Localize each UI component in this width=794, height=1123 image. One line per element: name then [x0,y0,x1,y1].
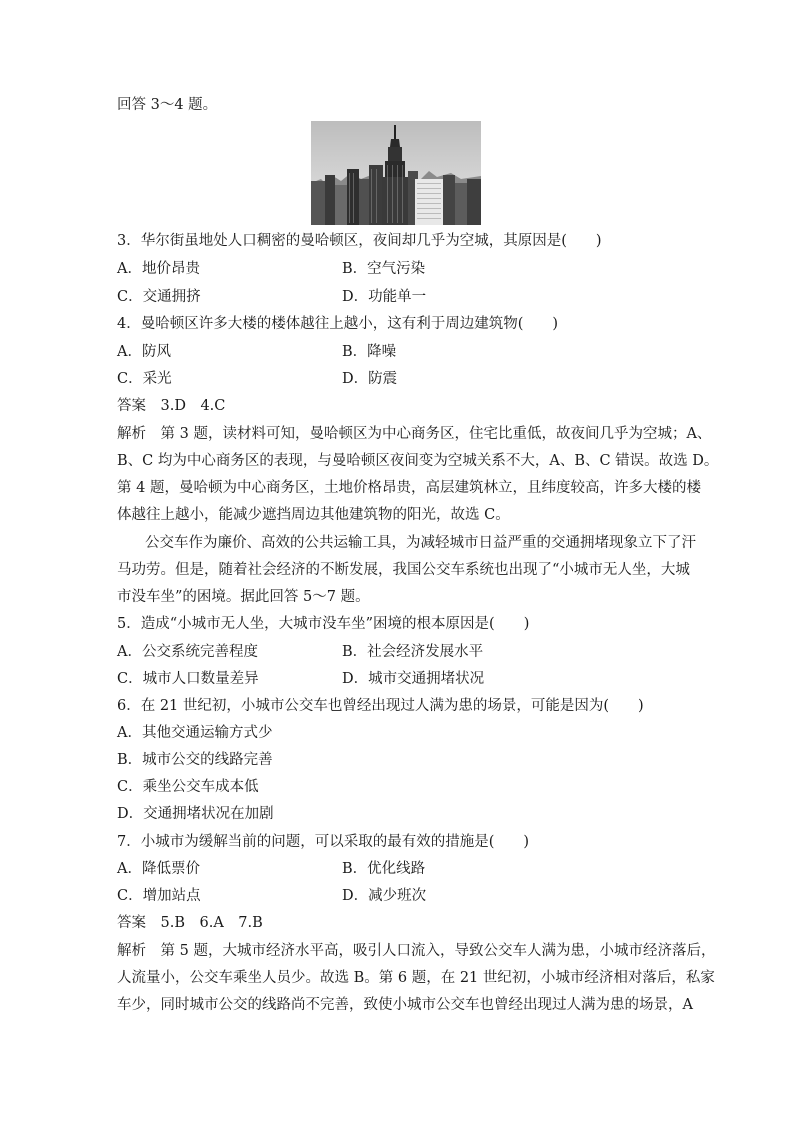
passage-line: 公交车作为廉价、高效的公共运输工具，为减轻城市日益严重的交通拥堵现象立下了汗 [145,535,696,551]
q6-option-c: C．乘坐公交车成本低 [117,779,259,795]
q7-stem: 7．小城市为缓解当前的问题，可以采取的最有效的措施是( ) [117,834,530,850]
q3-option-b: B．空气污染 [342,261,426,277]
q4-option-d: D．防震 [342,371,398,387]
q5-option-a: A．公交系统完善程度 [117,644,258,660]
q3-stem: 3．华尔街虽地处人口稠密的曼哈顿区，夜间却几乎为空城，其原因是( ) [117,233,602,249]
answer-5-7: 答案 5.B 6.A 7.B [117,915,263,931]
explanation-3-4-line: 解析 第 3 题，读材料可知，曼哈顿区为中心商务区，住宅比重低，故夜间几乎为空城；A、 [117,426,712,442]
intro-text: 回答 3～4 题。 [117,97,218,113]
explanation-3-4-line: 体越往上越小，能减少遮挡周边其他建筑物的阳光，故选 C。 [117,507,510,523]
skyline-image [311,121,481,225]
q3-option-c: C．交通拥挤 [117,289,201,305]
q5-option-b: B．社会经济发展水平 [342,644,484,660]
explanation-5-7-line: 解析 第 5 题，大城市经济水平高，吸引人口流入，导致公交车人满为患，小城市经济落后， [117,943,716,959]
q4-option-b: B．降噪 [342,344,397,360]
q7-option-b: B．优化线路 [342,861,426,877]
explanation-3-4-line: B、C 均为中心商务区的表现，与曼哈顿区夜间变为空城关系不大，A、B、C 错误。故选 D。 [117,453,719,469]
q3-option-d: D．功能单一 [342,289,427,305]
q7-option-a: A．降低票价 [117,861,200,877]
q6-option-b: B．城市公交的线路完善 [117,752,273,768]
explanation-5-7-line: 人流量小，公交车乘坐人员少。故选 B。第 6 题，在 21 世纪初，小城市经济相对落后，私家 [117,970,715,986]
city-skyline-photo [311,121,481,225]
q6-stem: 6．在 21 世纪初，小城市公交车也曾经出现过人满为患的场景，可能是因为( ) [117,698,644,714]
q3-option-a: A．地价昂贵 [117,261,200,277]
q4-option-c: C．采光 [117,371,172,387]
q4-stem: 4．曼哈顿区许多大楼的楼体越往上越小，这有利于周边建筑物( ) [117,316,559,332]
q4-option-a: A．防风 [117,344,171,360]
q5-option-c: C．城市人口数量差异 [117,671,259,687]
passage-line: 市没车坐”的困境。据此回答 5～7 题。 [117,589,370,605]
explanation-5-7-line: 车少，同时城市公交的线路尚不完善，致使小城市公交车也曾经出现过人满为患的场景，A [117,997,693,1013]
explanation-3-4-line: 第 4 题，曼哈顿为中心商务区，土地价格昂贵，高层建筑林立，且纬度较高，许多大楼的楼 [117,480,701,496]
q5-option-d: D．城市交通拥堵状况 [342,671,485,687]
q7-option-d: D．减少班次 [342,888,427,904]
q7-option-c: C．增加站点 [117,888,201,904]
q5-stem: 5．造成“小城市无人坐，大城市没车坐”困境的根本原因是( ) [117,616,530,632]
answer-3-4: 答案 3.D 4.C [117,398,226,414]
passage-line: 马功劳。但是，随着社会经济的不断发展，我国公交车系统也出现了“小城市无人坐，大城 [117,562,690,578]
q6-option-d: D．交通拥堵状况在加剧 [117,806,274,822]
q6-option-a: A．其他交通运输方式少 [117,725,273,741]
